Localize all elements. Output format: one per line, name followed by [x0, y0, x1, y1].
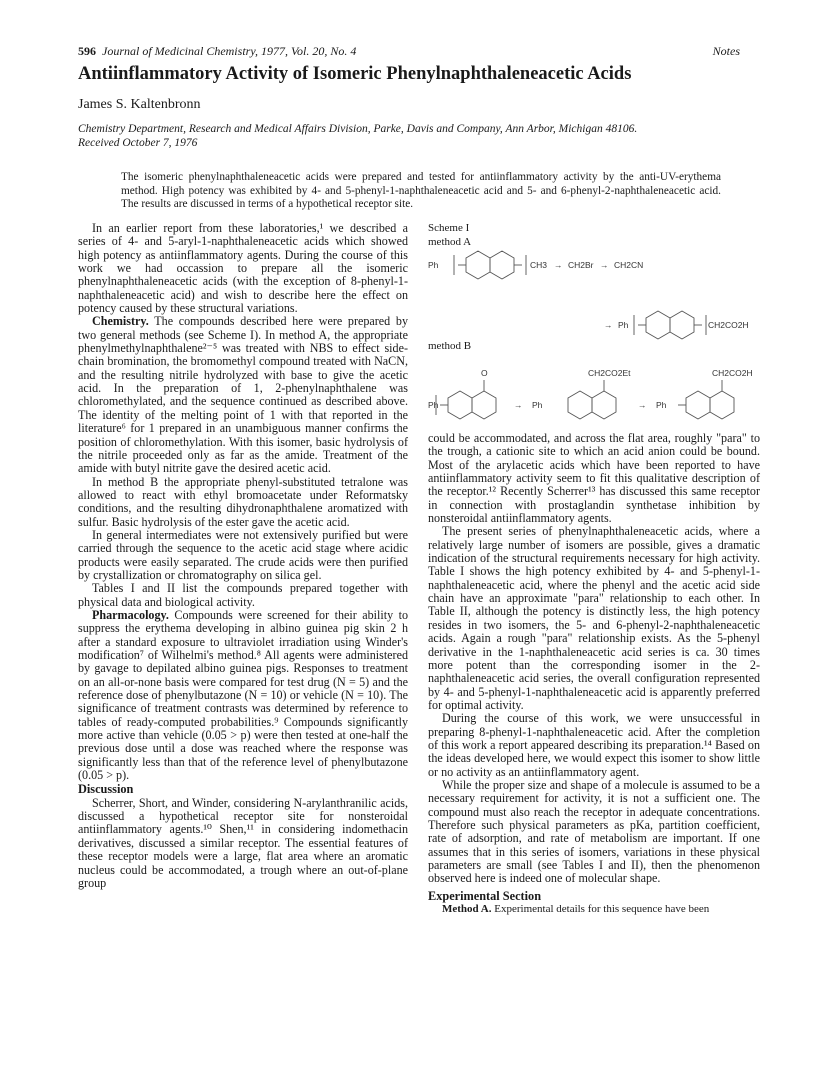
ch2co2h-label: CH2CO2H	[708, 320, 749, 330]
ketone-o-label: O	[481, 368, 488, 378]
ch2co2et-label: CH2CO2Et	[588, 368, 631, 378]
scheme-drawing	[428, 222, 760, 427]
ch3-label: CH3	[530, 260, 548, 270]
ph-label: Ph	[428, 400, 439, 410]
running-header	[78, 44, 740, 59]
received-date: Received October 7, 1976	[78, 137, 198, 149]
journal-citation: Journal of Medicinal Chemistry, 1977, Vol. 20, No. 4	[102, 44, 357, 58]
naphthalene-structure-b-product	[678, 380, 734, 419]
discussion-heading: Discussion	[78, 782, 134, 797]
dihydronaphthalene-structure	[568, 380, 616, 419]
naphthalene-structure-a-product	[634, 311, 706, 339]
intro-paragraph: In an earlier report from these laboratories,¹ we described a series of 4- and 5-aryl-1-naphthaleneacetic acids which showed high potency as antiinflammatory agents. During the course of this work we had occassion to prepare all the isomeric phenylnaphthaleneacetic acids (with the exception of 8-phenyl-1-naphthaleneacetic acid) and wish to describe here the effect on potency caused by these structural variations.	[78, 221, 408, 316]
physical-parameters-paragraph: While the proper size and shape of a molecule is assumed to be a necessary requirement for activity, it is not a sufficient one. The compound must also reach the receptor in adequate concentrations. Therefore such physical parameters as pKa, partition coefficient, rate of adsorption, and rate of metabolism are important. If one assumes that in this series of isomers, variations in these physical parameters are small (see Tables I and II), then the phenomenon observed here is indeed one of molecular shape.	[428, 777, 760, 886]
article-title: Antiinflammatory Activity of Isomeric Phenylnaphthaleneacetic Acids	[78, 64, 632, 84]
ph-label: Ph	[428, 260, 439, 270]
arrow-5: →	[638, 400, 647, 410]
ch2br-label: CH2Br	[568, 260, 594, 270]
right-column	[428, 432, 760, 916]
author-name: James S. Kaltenbronn	[78, 97, 201, 112]
discussion-paragraph: Scherrer, Short, and Winder, considering N-arylanthranilic acids, discussed a hypothetical receptor site for nonsteroidal antiinflammatory agents.¹⁰ Shen,¹¹ in considering indomethacin derivatives, discussed a similar receptor. The essential features of these receptor models were a large, flat area where an aromatic nucleus could be accommodated, a trough where an out-of-plane group	[78, 795, 408, 890]
tables-paragraph: Tables I and II list the compounds prepared together with physical data and biological activity.	[78, 581, 408, 609]
method-a-paragraph	[428, 903, 760, 916]
chemistry-text: The compounds described here were prepared by two general methods (see Scheme I). In method A, the appropriate phenylmethylnaphthalene²⁻⁵ was treated with NBS to effect side-chain bromination, the bromomethyl compound treated with NaCN, and the resulting nitrile hydrolyzed with base to give the acetic acid. In the preparation of 1, 2-phenylnaphthalene was chloromethylated, and the sequence continued as described above. The identity of the melting point of 1 with that reported in the literature⁶ for 1 prepared in an unambiguous manner confirms the position of chloromethylation. With this isomer, basic hydrolysis of the nitrile proceeded only as far as the amide. Treatment of the amide with butyl nitrite gave the desired acetic acid.	[78, 314, 408, 476]
method-a-text: Experimental details for this sequence have been	[491, 903, 710, 916]
purification-paragraph: In general intermediates were not extensively purified but were carried through the sequence to the acetic acid stage where acidic products were easily separated. The crude acids were then purified by crystallization or chromatography on silica gel.	[78, 527, 408, 582]
section-label: Notes	[712, 44, 740, 58]
affiliation: Chemistry Department, Research and Medical Affairs Division, Parke, Davis and Company, Ann Arbor, Michigan 48106.	[78, 123, 638, 135]
scheme-figure	[428, 222, 760, 427]
method-b-label: method B	[428, 340, 472, 352]
scheme-title: Scheme I	[428, 222, 470, 234]
arrow-1: →	[554, 260, 563, 270]
method-a-heading: Method A.	[442, 903, 492, 916]
ch2cn-label: CH2CN	[614, 260, 644, 270]
experimental-heading: Experimental Section	[428, 888, 542, 903]
affiliation-block	[78, 122, 748, 150]
pharmacology-paragraph	[78, 609, 408, 782]
method-b-paragraph: In method B the appropriate phenyl-substituted tetralone was allowed to react with ethyl bromoacetate under Reformatsky conditions, and the resulting dihydronaphthalene aromatized with sulfur. Basic hydrolysis of the ester gave the acetic acid.	[78, 474, 408, 529]
ph-label: Ph	[656, 400, 667, 410]
arrow-3: →	[604, 320, 613, 330]
chemistry-paragraph	[78, 315, 408, 475]
left-column	[78, 222, 408, 890]
arrow-4: →	[514, 400, 523, 410]
receptor-paragraph: could be accommodated, and across the flat area, roughly "para" to the trough, a cationic site to which an acid anion could be bound. Most of the arylacetic acids which have been reported to have antiinflammatory activity seem to fit this qualitative description of the receptor.¹² Recently Scherrer¹³ has discussed this same receptor in connection with prostaglandin synthetase inhibition by nonsteroidal antiinflammatory agents.	[428, 431, 760, 526]
8-phenyl-paragraph: During the course of this work, we were unsuccessful in preparing 8-phenyl-1-naphthaleneacetic acid. After the completion of this work a report appeared describing its preparation.¹⁴ Based on the ideas developed here, we would expect this isomer to show little or no activity as an antiinflammatory agent.	[428, 711, 760, 779]
arrow-2: →	[600, 260, 609, 270]
ph-label: Ph	[532, 400, 543, 410]
page-number: 596	[78, 44, 96, 58]
ch2co2h-label: CH2CO2H	[712, 368, 753, 378]
series-paragraph: The present series of phenylnaphthaleneacetic acids, where a relatively large number of isomers are possible, gives a dramatic indication of the structural requirements necessary for high activity. Table I shows the high potency exhibited by 4- and 5-phenyl-1-naphthaleneacetic acid, where the phenyl and the acetic acid side chain have an approximate "para" relationship to each other. In Table II, although the potency is distinctly less, the high potency resides in two isomers, the 5- and 6-phenyl-2-naphthaleneacetic acids. Again a rough "para" relationship exists. As the 5-phenyl derivative in the 1-naphthaleneacetic acid series is ca. 30 times more potent than the corresponding isomer in the 2-naphthaleneacetic acid series, the overall configuration represented by 4- and 5-phenyl-1-naphthaleneacetic acid is apparently preferred for optimal activity.	[428, 524, 760, 712]
naphthalene-structure-a	[454, 251, 526, 279]
method-a-label: method A	[428, 236, 472, 248]
pharmacology-text: Compounds were screened for their ability to suppress the erythema developing in albino guinea pig skin 2 h after a standard exposure to ultraviolet irradiation using Winder's modification⁷ of Wilhelmi's method.⁸ All agents were administered by gavage to depilated albino guinea pigs. Responses to treatment on an all-or-none basis were compared for test drug (N = 5) and the reference dose of phenylbutazone (N = 10) or vehicle (N = 10). The significance of treatment contrasts was determined by reference to tables of ready-computed probabilities.⁹ Compounds significantly more active than vehicle (0.05 > p) were then tested at one-half the previous dose until a dose was reached where the response was significantly less than that of the reference level of phenylbutazone (0.05 > p).	[78, 607, 408, 783]
pharmacology-heading: Pharmacology.	[92, 607, 169, 622]
tetralone-structure	[436, 380, 496, 419]
chemistry-heading: Chemistry.	[92, 314, 149, 329]
abstract: The isomeric phenylnaphthaleneacetic acids were prepared and tested for antiinflammatory activity by the anti-UV-erythema method. High potency was exhibited by 4- and 5-phenyl-1-naphthaleneacetic acid and 5- and 6-phenyl-2-naphthaleneacetic acid. The results are discussed in terms of a hypothetical receptor site.	[121, 171, 721, 210]
ph-label: Ph	[618, 320, 629, 330]
